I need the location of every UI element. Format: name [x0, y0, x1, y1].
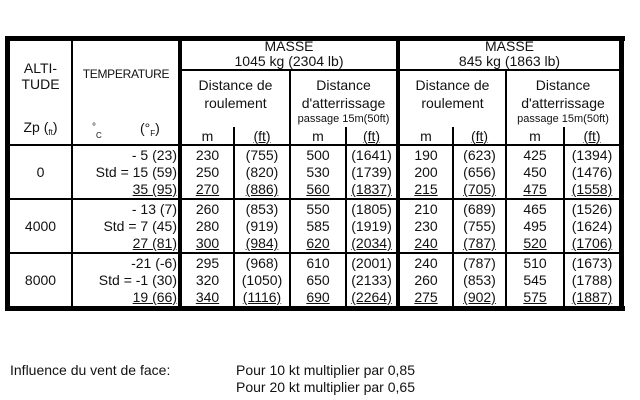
distance-cell: (1788): [571, 272, 613, 288]
distance-cell: (853): [463, 272, 496, 288]
temperature-cell: 27 (81): [132, 235, 177, 251]
distance-cell: 510: [523, 255, 547, 271]
unit-m: m: [529, 128, 541, 144]
divider-row-2: [8, 252, 621, 254]
distance-cell: 230: [414, 218, 438, 234]
landing-distance-header-1045: Distance d'atterrissage passage 15m(50ft): [291, 76, 396, 125]
distance-cell: 520: [523, 235, 547, 251]
distance-cell: (689): [463, 201, 496, 217]
distance-cell: (2133): [351, 272, 392, 288]
distance-cell: (984): [245, 235, 279, 251]
temperature-cell: Std = 7 (45): [103, 218, 177, 234]
distance-cell: (919): [245, 218, 279, 234]
distance-cell: 450: [523, 164, 547, 180]
celsius-label: °$_C$: [92, 122, 102, 140]
mass-title: MASSE: [484, 38, 534, 54]
temperature-cell: Std = -1 (30): [98, 272, 177, 288]
headwind-20kt: Pour 20 kt multiplier par 0,65: [236, 379, 415, 395]
zp-unit: ft: [48, 128, 53, 137]
distance-cell: (1887): [571, 289, 613, 305]
distance-cell: 585: [306, 218, 330, 234]
unit-ft: (ft): [362, 128, 381, 144]
unit-ft: (ft): [470, 128, 489, 144]
distance-cell: 275: [414, 289, 438, 305]
distance-cell: (1805): [351, 201, 392, 217]
distance-cell: 610: [306, 255, 330, 271]
distance-cell: (656): [463, 164, 496, 180]
table-border-right: [619, 36, 624, 311]
distance-cell: 545: [523, 272, 547, 288]
unit-m: m: [201, 128, 214, 144]
landing-distance-header-845: Distance d'atterrissage passage 15m(50ft): [507, 76, 619, 125]
distance-cell: (1919): [351, 218, 392, 234]
divider-header-bottom: [8, 144, 621, 146]
temperature-cell: - 13 (7): [131, 201, 177, 217]
temperature-cell: 19 (66): [132, 289, 177, 305]
unit-m: m: [312, 128, 324, 144]
distance-cell: (1476): [571, 164, 613, 180]
distance-cell: 260: [195, 201, 220, 217]
distance-cell: (1641): [351, 147, 392, 163]
distance-cell: 280: [195, 218, 220, 234]
mass-value: 845 kg (1863 lb): [458, 53, 561, 69]
altitude-label-line1: ALTI-: [23, 60, 58, 76]
distance-cell: 550: [306, 201, 330, 217]
distance-cell: 560: [306, 181, 330, 197]
distance-cell: (1837): [351, 181, 392, 197]
landing-note: passage 15m(50ft): [517, 113, 609, 125]
altitude-label-line2: TUDE: [21, 76, 60, 92]
distance-cell: (2264): [351, 289, 392, 305]
distance-cell: (2034): [351, 235, 392, 251]
distance-cell: 260: [414, 272, 438, 288]
distance-cell: 575: [523, 289, 547, 305]
distance-cell: 475: [523, 181, 547, 197]
distance-cell: (1706): [571, 235, 613, 251]
distance-cell: 340: [195, 289, 220, 305]
distance-cell: 620: [306, 235, 330, 251]
mass-value: 1045 kg (2304 lb): [234, 53, 344, 69]
distance-cell: 250: [195, 164, 220, 180]
distance-cell: (787): [463, 255, 496, 271]
roll-distance-header-845: Distance de roulement: [415, 77, 490, 111]
distance-cell: 190: [414, 147, 438, 163]
distance-cell: (902): [463, 289, 496, 305]
altitude-header: [10, 60, 71, 92]
distance-cell: 200: [414, 164, 438, 180]
distance-cell: (755): [245, 147, 279, 163]
distance-cell: 210: [414, 201, 438, 217]
zp-label: Zp $(_{ft})$: [23, 119, 58, 137]
distance-cell: 230: [195, 147, 220, 163]
distance-cell: 530: [306, 164, 330, 180]
landing-note: passage 15m(50ft): [297, 113, 390, 125]
distance-cell: 240: [414, 235, 438, 251]
distance-cell: (886): [245, 181, 279, 197]
distance-cell: 240: [414, 255, 438, 271]
distance-cell: (705): [463, 181, 496, 197]
distance-cell: 300: [195, 235, 220, 251]
temperature-cell: 35 (95): [132, 181, 177, 197]
distance-cell: (1394): [571, 147, 613, 163]
distance-cell: 270: [195, 181, 220, 197]
mass-1045-header: [182, 39, 396, 69]
distance-cell: 690: [306, 289, 330, 305]
distance-cell: 320: [195, 272, 220, 288]
distance-cell: 465: [523, 201, 547, 217]
temperature-cell: -21 (-6): [131, 255, 177, 271]
unit-m: m: [420, 128, 432, 144]
distance-cell: 215: [414, 181, 438, 197]
distance-cell: (1526): [571, 201, 613, 217]
unit-ft: (ft): [253, 128, 271, 144]
roll-distance-header-1045: Distance de roulement: [198, 77, 273, 111]
temperature-cell: Std = 15 (59): [95, 164, 177, 180]
distance-cell: (2001): [351, 255, 392, 271]
altitude-cell: 4000: [24, 218, 57, 234]
distance-cell: (1116): [242, 289, 282, 305]
distance-cell: (968): [245, 255, 279, 271]
distance-cell: 295: [195, 255, 220, 271]
distance-cell: 650: [306, 272, 330, 288]
distance-cell: 500: [306, 147, 330, 163]
mass-title: MASSE: [264, 38, 314, 54]
unit-ft: (ft): [583, 128, 601, 144]
distance-cell: (1558): [571, 181, 613, 197]
headwind-10kt: Pour 10 kt multiplier par 0,85: [236, 362, 415, 378]
fahrenheit-label: $(^\circ_F)$: [140, 120, 160, 138]
distance-cell: (1739): [351, 164, 392, 180]
distance-cell: (853): [245, 201, 279, 217]
distance-cell: (787): [463, 235, 496, 251]
distance-cell: (1624): [571, 218, 613, 234]
distance-cell: (755): [463, 218, 496, 234]
mass-845-header: [400, 39, 619, 69]
distance-cell: (820): [245, 164, 279, 180]
temperature-header: TEMPERATURE: [82, 67, 170, 81]
distance-cell: (1050): [241, 272, 283, 288]
altitude-cell: 8000: [24, 272, 57, 288]
distance-cell: 425: [523, 147, 547, 163]
altitude-cell: 0: [36, 164, 45, 180]
table-border-bottom: [5, 306, 625, 311]
distance-cell: (623): [463, 147, 496, 163]
temperature-cell: - 5 (23): [131, 147, 177, 163]
distance-cell: (1673): [571, 255, 613, 271]
divider-row-1: [8, 198, 621, 200]
headwind-label: Influence du vent de face:: [10, 362, 171, 378]
divider-under-mass: [180, 69, 621, 71]
distance-cell: 495: [523, 218, 547, 234]
